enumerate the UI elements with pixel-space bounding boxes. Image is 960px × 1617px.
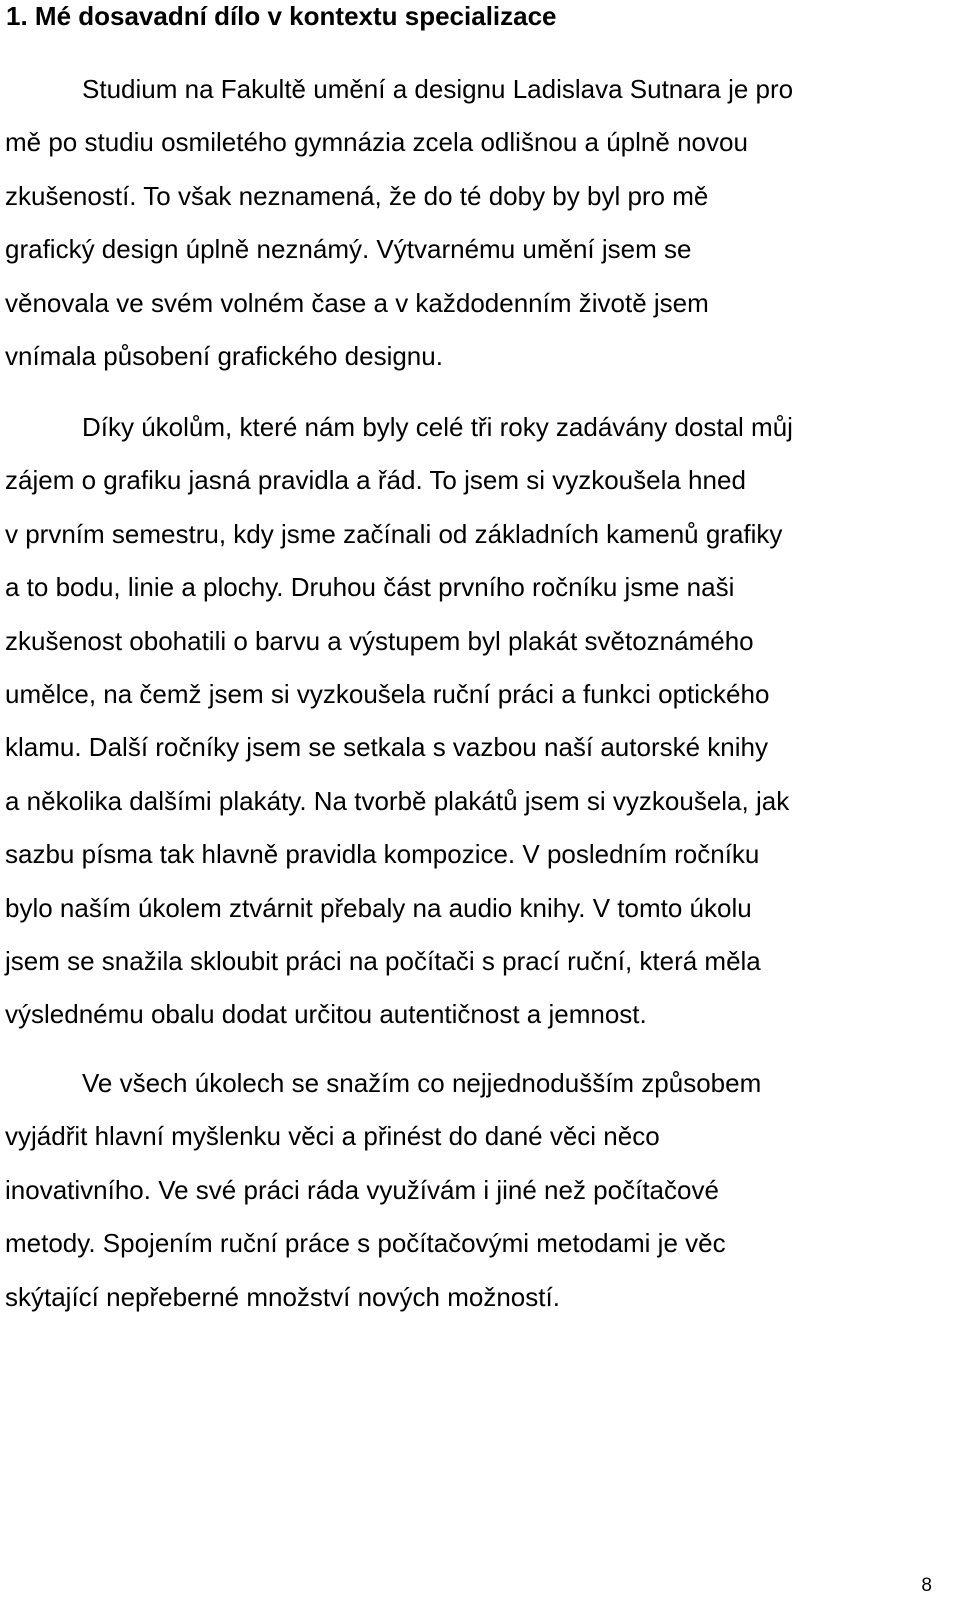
section-heading: 1. Mé dosavadní dílo v kontextu specializace <box>6 1 557 31</box>
page-number: 8 <box>921 1575 932 1596</box>
paragraph-approach: Ve všech úkolech se snažím co nejjednodušším způsobem vyjádřit hlavní myšlenku věci a přinést do dané věci něco inovativního. Ve své práci ráda využívám i jiné než počítačové metody. Spojením ruční práce s počítačovými metodami je věc skýtající nepřeberné množství nových možností. <box>5 1068 762 1312</box>
paragraph-studies-intro: Studium na Fakultě umění a designu Ladislava Sutnara je pro mě po studiu osmiletého gymnázia zcela odlišnou a úplně novou zkušeností. To však neznamená, že do té doby by byl pro mě grafický design úplně neznámý. Výtvarnému umění jsem se věnovala ve svém volném čase a v každodenním životě jsem vnímala působení grafického designu. <box>5 74 794 372</box>
paragraph-assignments: Díky úkolům, které nám byly celé tři roky zadávány dostal můj zájem o grafiku jasná pravidla a řád. To jsem si vyzkoušela hned v prvním semestru, kdy jsme začínali od základních kamenů grafiky a to bodu, linie a plochy. Druhou část prvního ročníku jsme naši zkušenost obohatili o barvu a výstupem byl plakát světoznámého umělce, na čemž jsem si vyzkoušela ruční práci a funkci optického klamu. Další ročníky jsem se setkala s vazbou naší autorské knihy a několika dalšími plakáty. Na tvorbě plakátů jsem si vyzkoušela, jak sazbu písma tak hlavně pravidla kompozice. V posledním ročníku bylo naším úkolem ztvárnit přebaly na audio knihy. V tomto úkolu jsem se snažila skloubit práci na počítači s prací ruční, která měla výslednému obalu dodat určitou autentičnost a jemnost. <box>5 412 793 1030</box>
